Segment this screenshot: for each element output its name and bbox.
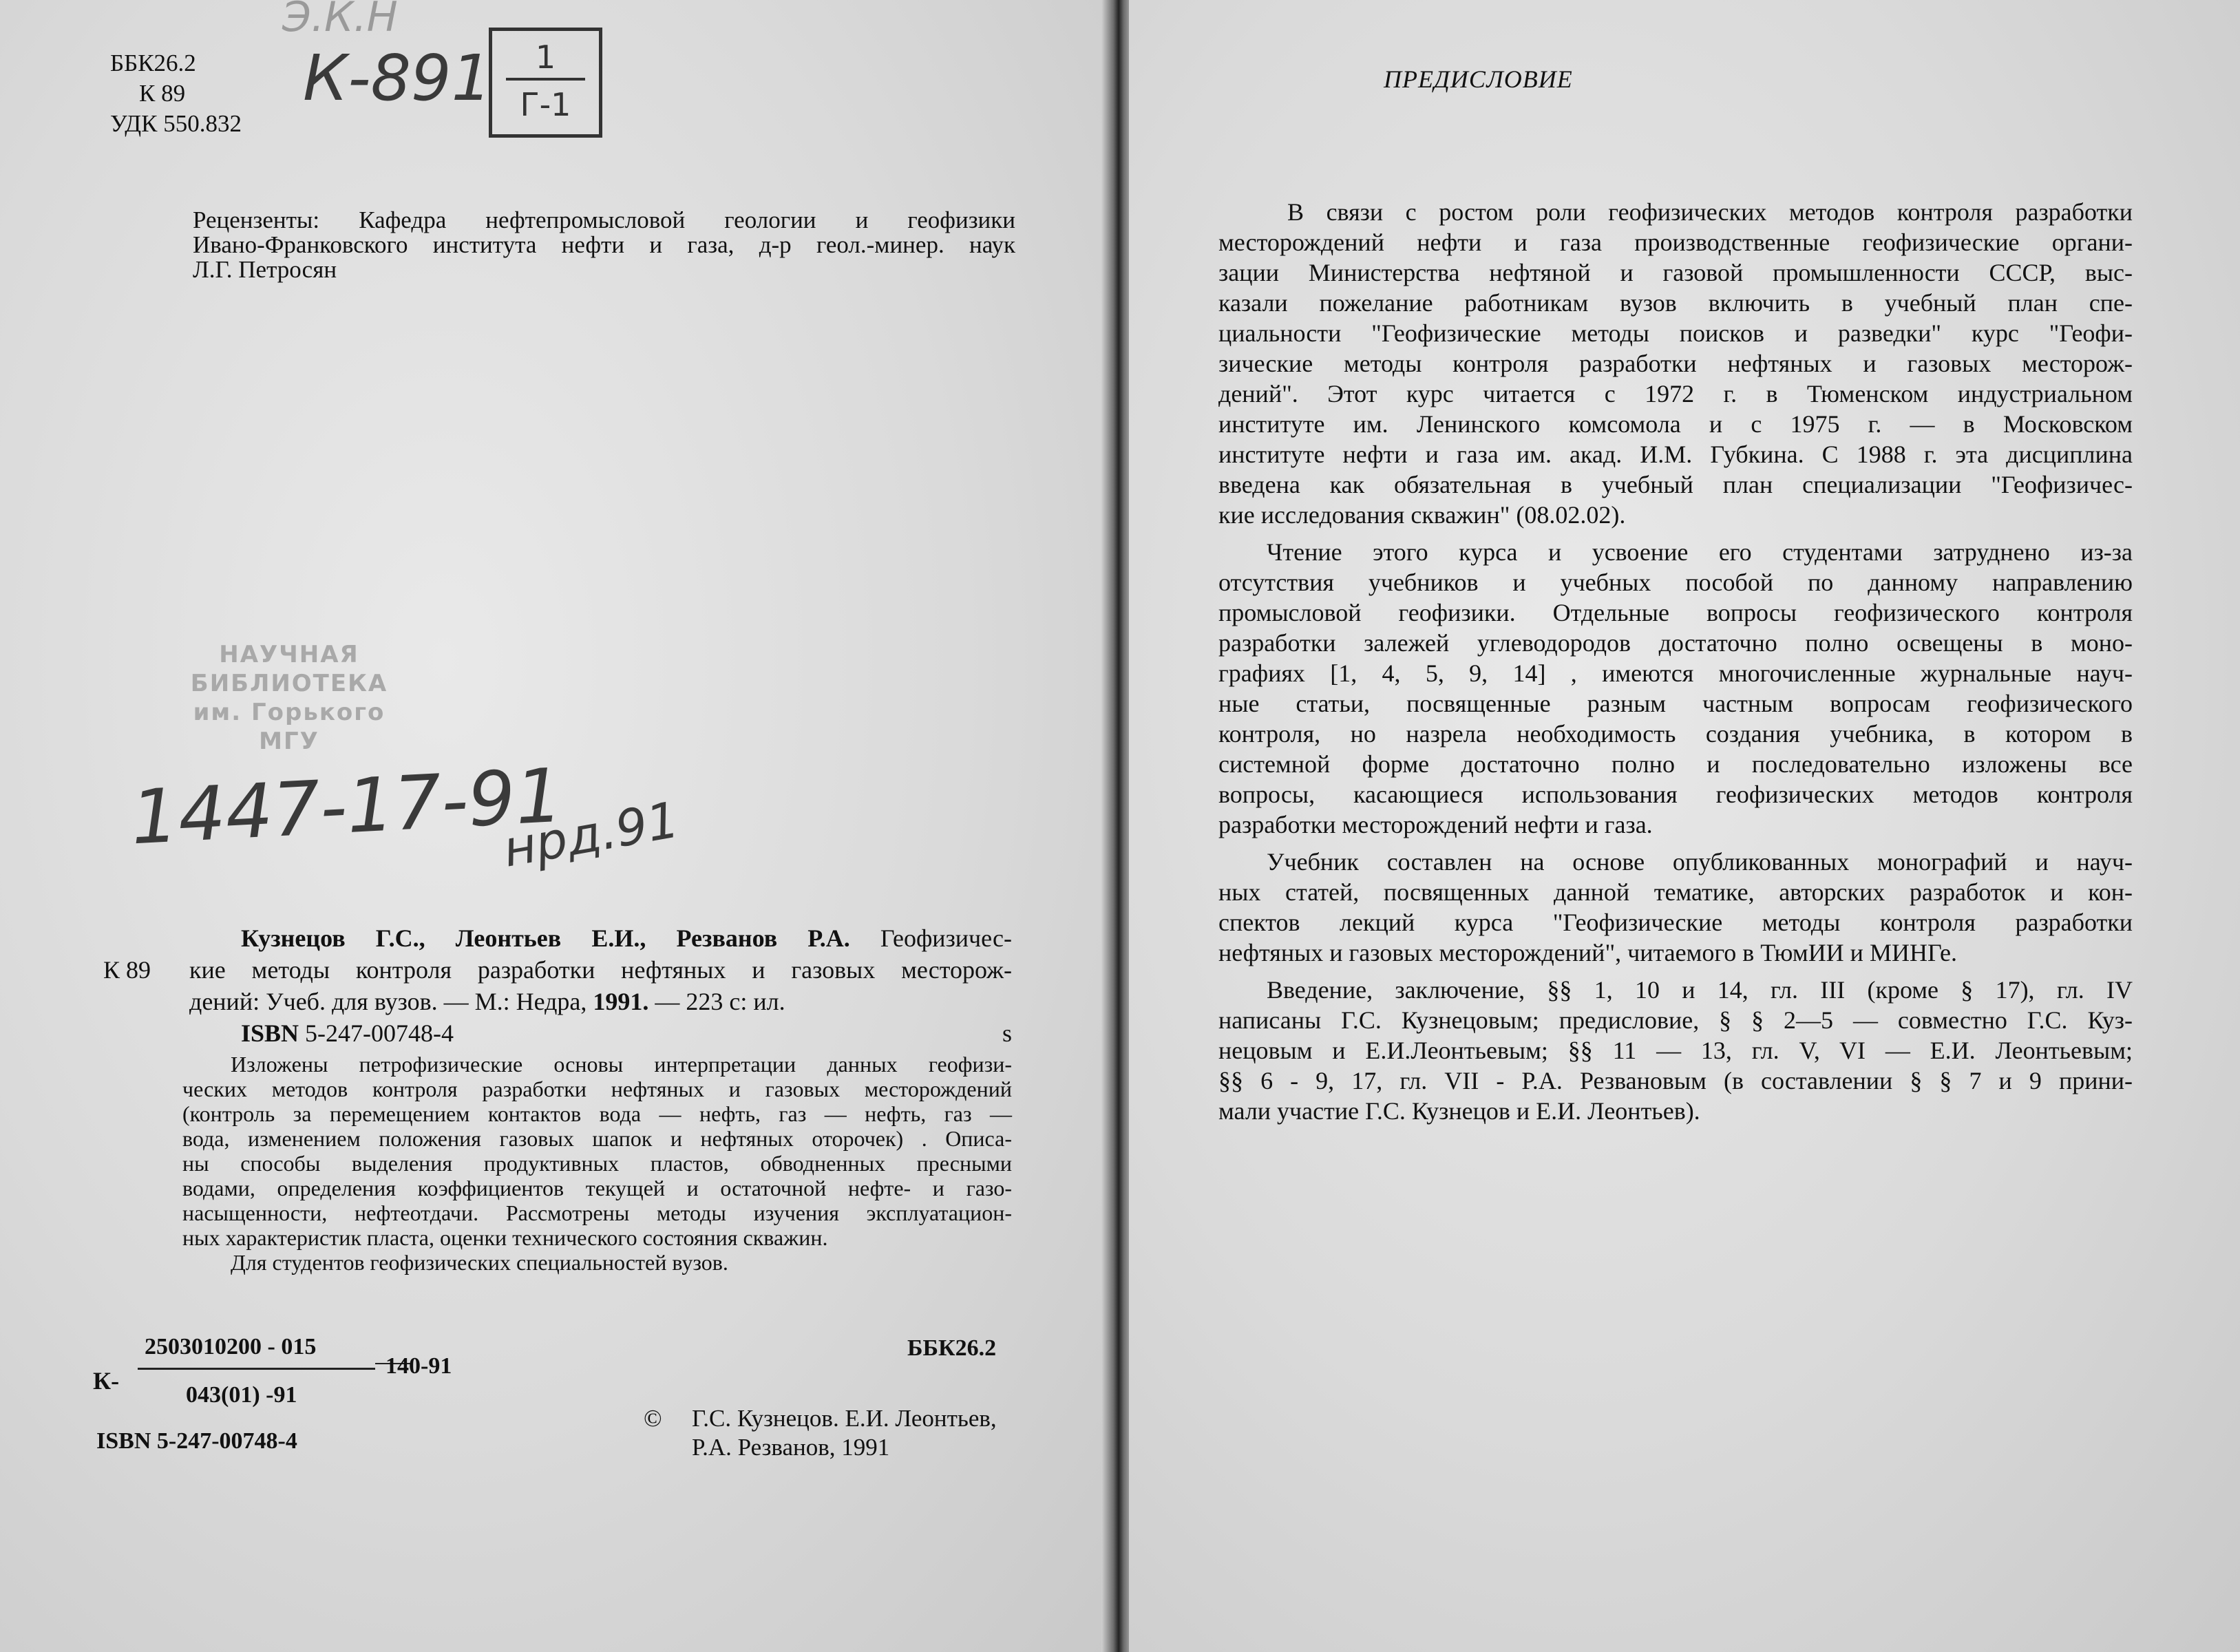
bibliographic-entry bbox=[103, 922, 1012, 1049]
text-line: нефтяных и газовых месторождений", читаемого в ТюмИИ и МИНГе. bbox=[1218, 939, 1958, 966]
biblio-isbn-row bbox=[103, 1017, 1012, 1049]
text-line: институте им. Ленинского комсомола и с 1975 г. — в Московском bbox=[1218, 410, 2133, 438]
biblio-line-2-row bbox=[103, 954, 1012, 986]
stamp-box-top: 1 bbox=[506, 36, 585, 81]
library-stamp-box bbox=[489, 28, 602, 138]
catalog-denominator: 043(01) -91 bbox=[186, 1382, 297, 1408]
text-line: написаны Г.С. Кузнецовым; предисловие, § § 2—5 — совместно Г.С. Куз- bbox=[1218, 1006, 2133, 1034]
page-heading: ПРЕДИСЛОВИЕ bbox=[1384, 65, 1573, 93]
catalog-bbk: ББК26.2 bbox=[907, 1335, 997, 1361]
abstract-line: водами, определения коэффициентов текущей и остаточной нефте- и газо- bbox=[182, 1176, 1012, 1200]
library-ink-stamp bbox=[165, 640, 413, 756]
preface-paragraph-4 bbox=[1218, 975, 2133, 1126]
text-line: системной форме достаточно полно и последовательно изложены все bbox=[1218, 750, 2133, 778]
biblio-line-1 bbox=[103, 922, 1012, 954]
copyright-symbol: © bbox=[644, 1405, 662, 1432]
text-line: казали пожелание работникам вузов включить в учебный план спе- bbox=[1218, 289, 2133, 317]
abstract-line: вода, изменением положения газовых шапок и нефтяных оторочек) . Описа- bbox=[182, 1126, 1012, 1151]
biblio-isbn-label: ISBN bbox=[241, 1019, 299, 1047]
biblio-pages: — 223 с: ил. bbox=[648, 988, 785, 1015]
library-stamp-line-3: МГУ bbox=[259, 728, 319, 755]
biblio-line-2: кие методы контроля разработки нефтяных и газовых месторож- bbox=[189, 956, 1012, 984]
text-line: отсутствия учебников и учебных пособой по данному направлению bbox=[1218, 569, 2133, 596]
text-line: введена как обязательная в учебный план специализации "Геофизичес- bbox=[1218, 471, 2133, 498]
stamp-box-bottom: Г-1 bbox=[520, 86, 571, 123]
abstract bbox=[182, 1052, 1012, 1275]
preface-body bbox=[1218, 197, 2133, 1126]
text-line: В связи с ростом роли геофизических методов контроля разработки bbox=[1287, 198, 2133, 226]
handwritten-note: нрд.91 bbox=[498, 790, 684, 878]
bbk-code: ББК26.2 bbox=[110, 50, 196, 76]
handwritten-k891: К-891 bbox=[303, 41, 492, 115]
text-line: мали участие Г.С. Кузнецов и Е.И. Леонтьев). bbox=[1218, 1097, 1700, 1125]
biblio-authors: Кузнецов Г.С., Леонтьев Е.И., Резванов Р.А. bbox=[241, 924, 850, 952]
text-line: §§ 6 - 9, 17, гл. VII - Р.А. Резвановым (в составлении § § 7 и 9 прини- bbox=[1218, 1067, 2133, 1094]
copyright-line-1: Г.С. Кузнецов. Е.И. Леонтьев, bbox=[692, 1405, 997, 1432]
biblio-publisher: дений: Учеб. для вузов. — М.: Недра, bbox=[189, 988, 593, 1015]
biblio-title-start: Геофизичес- bbox=[849, 924, 1012, 952]
abstract-line: насыщенности, нефтеотдачи. Рассмотрены методы изучения эксплуатацион- bbox=[182, 1200, 1012, 1225]
biblio-k89: К 89 bbox=[103, 956, 151, 984]
preface-paragraph-1 bbox=[1218, 197, 2133, 530]
text-line: Учебник составлен на основе опубликованных монографий и науч- bbox=[1267, 848, 2133, 876]
handwritten-inventory-number: 1447-17-91 bbox=[129, 752, 565, 862]
isbn-bottom: ISBN 5-247-00748-4 bbox=[96, 1428, 297, 1454]
text-line: институте нефти и газа им. акад. И.М. Губкина. С 1988 г. эта дисциплина bbox=[1218, 441, 2133, 468]
reviewers-block bbox=[193, 208, 1015, 233]
k-code: К 89 bbox=[139, 80, 186, 107]
text-line: ных статей, посвященных данной тематике, авторских разработок и кон- bbox=[1218, 878, 2133, 906]
biblio-isbn: 5-247-00748-4 bbox=[305, 1019, 454, 1047]
audience-note: Для студентов геофизических специальностей вузов. bbox=[231, 1250, 728, 1275]
text-line: нецовым и Е.И.Леонтьевым; §§ 11 — 13, гл. V, VI — Е.И. Леонтьевым; bbox=[1218, 1037, 2133, 1064]
catalog-order: 140-91 bbox=[385, 1353, 452, 1379]
text-line: графиях [1, 4, 5, 9, 14] , имеются многочисленные журнальные науч- bbox=[1218, 659, 2133, 687]
preface-paragraph-3 bbox=[1218, 847, 2133, 968]
text-line: зации Министерства нефтяной и газовой промышленности СССР, выс- bbox=[1218, 259, 2133, 286]
text-line: разработки залежей углеводородов достаточно полно освещены в моно- bbox=[1218, 629, 2133, 657]
handwritten-top-marks: Э.К.Н bbox=[282, 0, 398, 41]
text-line: разработки месторождений нефти и газа. bbox=[1218, 811, 1653, 838]
copyright-line-2: Р.А. Резванов, 1991 bbox=[692, 1434, 890, 1461]
text-line: Чтение этого курса и усвоение его студентами затруднено из-за bbox=[1267, 538, 2133, 566]
library-stamp-line-1: НАУЧНАЯ БИБЛИОТЕКА bbox=[190, 641, 388, 697]
abstract-line: (контроль за перемещением контактов вода — нефть, газ — нефть, газ — bbox=[182, 1101, 1012, 1126]
text-line: ные статьи, посвященные разным частным вопросам геофизического bbox=[1218, 690, 2133, 717]
catalog-numerator: 2503010200 - 015 bbox=[145, 1334, 317, 1359]
udk-code: УДК 550.832 bbox=[110, 110, 242, 137]
text-line: циальности "Геофизические методы поисков и разведки" курс "Геофи- bbox=[1218, 319, 2133, 347]
reviewers-line-2: Ивано-Франковского института нефти и газа, д-р геол.-минер. наук bbox=[193, 231, 1015, 258]
reviewers-line-3: Л.Г. Петросян bbox=[193, 256, 337, 283]
text-line: дений". Этот курс читается с 1972 г. в Тюменском индустриальном bbox=[1218, 380, 2133, 407]
biblio-line-3 bbox=[103, 986, 1012, 1017]
text-line: Введение, заключение, §§ 1, 10 и 14, гл. III (кроме § 17), гл. IV bbox=[1267, 976, 2133, 1004]
right-page bbox=[1129, 0, 2240, 1652]
abstract-line: Изложены петрофизические основы интерпретации данных геофизи- bbox=[231, 1052, 1012, 1077]
text-line: месторождений нефти и газа производственные геофизические органи- bbox=[1218, 229, 2133, 256]
abstract-line: ны способы выделения продуктивных пластов, обводненных пресными bbox=[182, 1151, 1012, 1176]
text-line: спектов лекций курса "Геофизические методы контроля разработки bbox=[1218, 909, 2133, 936]
left-page bbox=[0, 0, 1108, 1652]
abstract-line: ческих методов контроля разработки нефтяных и газовых месторождений bbox=[182, 1077, 1012, 1101]
abstract-line: ных характеристик пласта, оценки технического состояния скважин. bbox=[182, 1225, 828, 1250]
library-stamp-line-2: им. Горького bbox=[193, 699, 385, 726]
catalog-fraction-line bbox=[138, 1368, 375, 1370]
biblio-year: 1991. bbox=[593, 988, 649, 1015]
copyright-block bbox=[644, 1404, 997, 1462]
reviewers-line-1: Рецензенты: Кафедра нефтепромысловой геологии и геофизики bbox=[193, 206, 1015, 233]
text-line: зические методы контроля разработки нефтяных и газовых месторож- bbox=[1218, 350, 2133, 377]
reviewers-block-2 bbox=[193, 233, 1015, 282]
text-line: контроля, но назрела необходимость создания учебника, в котором в bbox=[1218, 720, 2133, 748]
catalog-k-prefix: К- bbox=[93, 1367, 120, 1395]
text-line: кие исследования скважин" (08.02.02). bbox=[1218, 501, 1626, 529]
biblio-s-mark: s bbox=[1002, 1019, 1012, 1047]
text-line: промысловой геофизики. Отдельные вопросы геофизического контроля bbox=[1218, 599, 2133, 626]
classification-block bbox=[110, 48, 242, 139]
preface-paragraph-2 bbox=[1218, 537, 2133, 840]
text-line: вопросы, касающиеся использования геофизических методов контроля bbox=[1218, 781, 2133, 808]
